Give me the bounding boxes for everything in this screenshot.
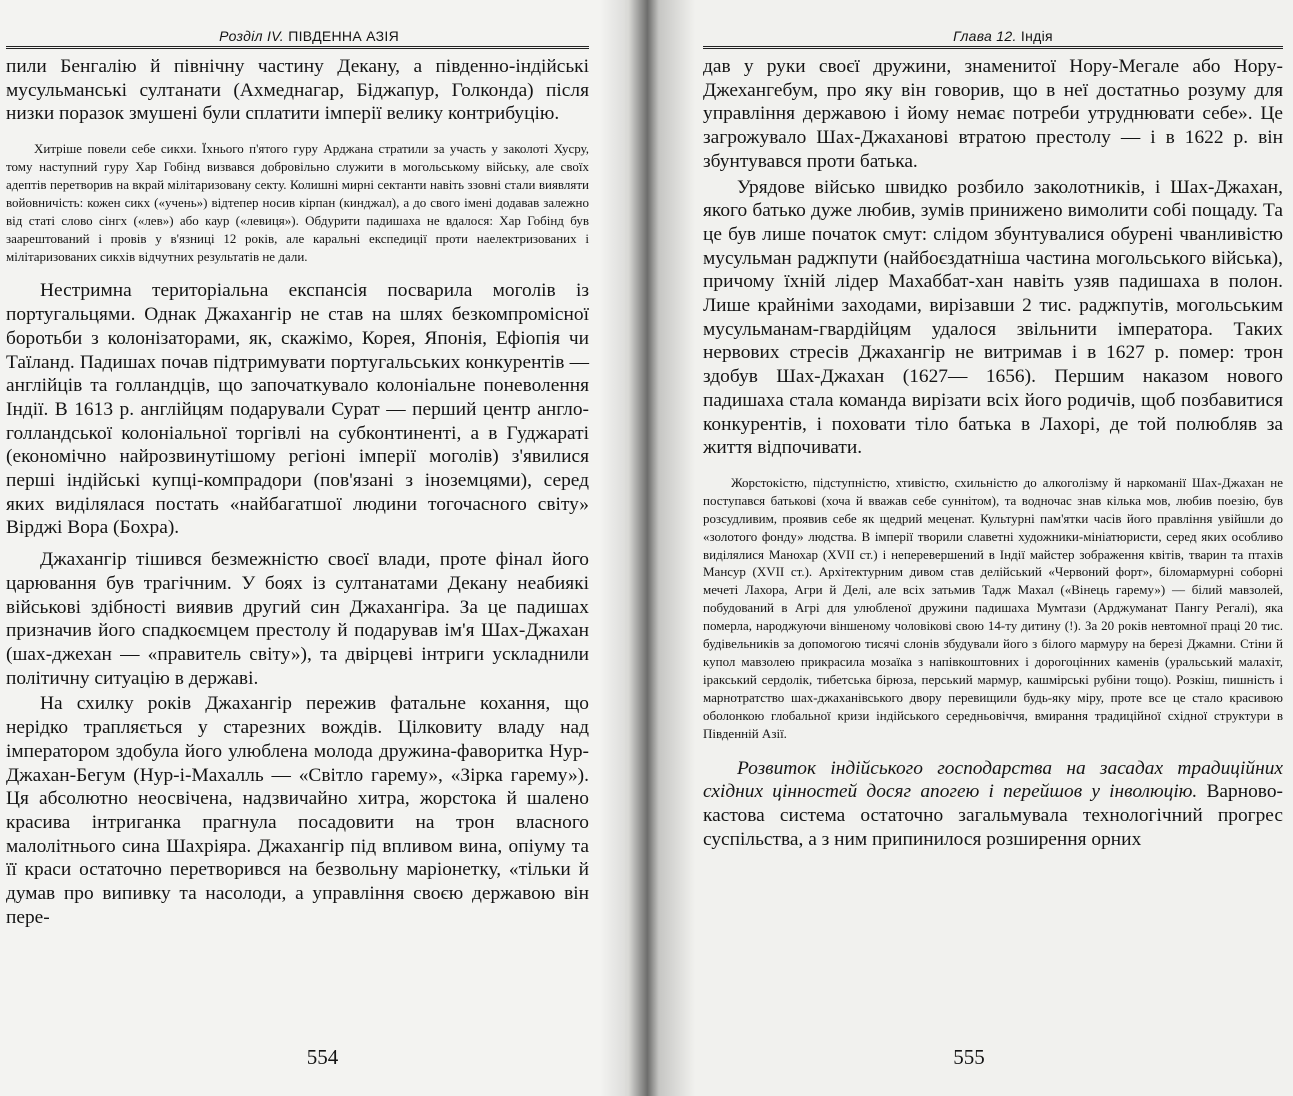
- paragraph: пили Бенгалію й північну частину Декану, а південно-індійські мусульманські султанати (Ахмеднагар, Біджапур, Голконда) після низки поразок змушені були сплатити імперії велику контрибуцію.: [6, 56, 589, 125]
- left-page: [0, 0, 625, 1096]
- page-number-left: 554: [306, 1045, 339, 1069]
- running-head-section: Глава 12.: [953, 28, 1017, 44]
- paragraph: Нестримна територіальна експансія посварила моголів із португальцями. Однак Джахангір не став на шлях безкомпромісної боротьби з колонізаторами, як, скажімо, Корея, Японія, Ефіопія чи Таїланд. Падишах почав підтримувати португальських конкурентів — англійців та голландців, що започаткувало колоніальне поневолення Індії. В 1613 р. англійцям подарували Сурат — перший центр англо-голландської колоніальної торгівлі на субконтиненті, а в Гуджараті (економічно найрозвинутішому регіоні імперії моголів) з'явилися перші індійські купці-компрадори (пов'язані з іноземцями), серед яких виділялася постать «найбагатшої людини тогочасного світу» Вірджі Вора (Бохра).: [6, 280, 589, 539]
- running-head-right: [703, 28, 1283, 49]
- paragraph: дав у руки своєї дружини, знаменитої Нору-Мегале або Нору-Джехангебум, про яку він говорив, що в неї достатньо розуму для управління державою і йому немає потреби утруднювати себе». Це загрожувало Шах-Джаханові втратою престолу — і в 1622 р. він збунтувався проти батька.: [703, 56, 1283, 172]
- paragraph: [703, 757, 1283, 852]
- paragraph: Джахангір тішився безмежністю своєї влади, проте фінал його царювання був трагічним. У боях із султанатами Декану неабиякі військові здібності виявив другий син Джахангіра. За це падишах призначив його спадкоємцем престолу й подарував ім'я Шах-Джахан (шах-джехан — «правитель світу»), та двірцеві інтриги ускладнили політичну ситуацію в державі.: [6, 549, 589, 689]
- small-print-paragraph: Жорстокістю, підступністю, хтивістю, схильністю до алкоголізму й наркоманії Шах-Джахан не поступався батькові (хоча й вважав себе суннітом), та водночас знав кілька мов, любив поезію, був розсудливим, проявив себе як щедрий меценат. Культурні пам'ятки часів його правління увійшли до «золотого фонду» людства. В імперії творили славетні художники-мініатюристи, серед яких особливо виділялися Манохар (XVII ст.) і неперевершений в Індії майстер зображення квітів, тварин та птахів Мансур (XVII ст.). Архітектурним дивом став делійський «Червоний форт», біломармурні соборні мечеті Лахора, Агри й Делі, але всіх затьмив Тадж Махал («Вінець гарему») — білий мавзолей, побудований в Агрі для улюбленої дружини падишаха Мумтази (Арджуманат Пангу Регалі), яка померла, народжуючи віншеномy чоловікові свою 14-ту дитину (!). За 20 років невтомної праці 20 тис. будівельників за допомогою тисячі слонів збудували його з білого мармуру на березі Джамни. Стіни й купол мавзолею прикрасила мозаїка з напівкоштовних і дорогоцінних каменів (уральський малахіт, іракський сердолік, тибетська бірюза, перський мармур, кашмірські рубіни тощо). Розкіш, пишність і марнотратство шах-джаханівського двору перевищили будь-яку міру, проте все це стало красивою оболонкою глобальної кризи індійського середньовіччя, вмирання традиційної східної структури в Південній Азії.: [703, 474, 1283, 741]
- right-page: [625, 0, 1293, 1096]
- running-head-section: Розділ IV.: [219, 28, 284, 44]
- paragraph: Урядове військо швидко розбило заколотників, і Шах-Джахан, якого батько дуже любив, зумів принижено вимолити собі пощаду. Та це був лише початок смут: слідом збунтувалися обурені чванливістю мусульман раджпути (найбоєздатніша частина могольського війська), причому їхній лідер Махаббат-хан навіть узяв падишаха в полон. Лише крайніми заходами, вирізавши 2 тис. раджпутів, могольським мусульманам-гвардійцям удалося звільнити імператора. Таких нервових стресів Джахангір не витримав і в 1627 р. помер: трон здобув Шах-Джахан (1627— 1656). Першим наказом нового падишаха стала команда вирізати всіх його родичів, щоб позбавитися конкурентів, і поховати тіло батька в Лахорі, де той полюбляв за життя відпочивати.: [703, 176, 1283, 459]
- page-number-right: 555: [953, 1045, 985, 1069]
- running-head-left: [6, 28, 589, 49]
- running-head-title: ПІВДЕННА АЗІЯ: [288, 28, 399, 44]
- running-head-title: Індія: [1020, 28, 1053, 44]
- paragraph-rest: Варново-кастова система остаточно загальмувала технологічний прогрес суспільства, а з ним припинилося розширення орних: [703, 781, 1283, 850]
- paragraph: На схилку років Джахангір пережив фатальне кохання, що нерідко трапляється у старезних вождів. Цілковиту владу над імператором здобула його улюблена молода дружина-фаворитка Нур-Джахан-Бегум (Нур-і-Махалль — «Світло гарему», «Зірка гарему»). Ця абсолютно неосвічена, надзвичайно хитра, жорстока й шалено красива інтриганка прагнула посадовити на трон власного малолітнього сина Шахріяра. Джахангір під впливом вина, опіуму та її краси остаточно перетворився на безвольну маріонетку, «тільки й думав про випивку та насолоди, а управління своєю державою він пере-: [6, 693, 589, 928]
- small-print-paragraph: Хитріше повели себе сикхи. Їхнього п'ятого гуру Арджана стратили за участь у заколоті Хусру, тому наступний гуру Хар Гобінд визвався добровільно служити в могольському війську, але своїх адептів перетворив на вкрай мілітаризовану секту. Колишні мирні сектанти навіть ззовні стали виявляти войовничість: кожен сикх («учень») відтепер носив кірпан (кинджал), а до свого імені додавав залежно від статі слово сінгх («лев») або каур («левиця»). Обдурити падишаха не вдалося: Хар Гобінд був заарештований і провів у в'язниці 12 років, але каральні експедиції проти наелектризованих і мілітаризованих сикхів відчутних результатів не дали.: [6, 141, 589, 264]
- italic-lead: Розвиток індійського господарства на засадах традиційних східних цінностей досяг апогею і перейшов у інволюцію.: [703, 757, 1283, 803]
